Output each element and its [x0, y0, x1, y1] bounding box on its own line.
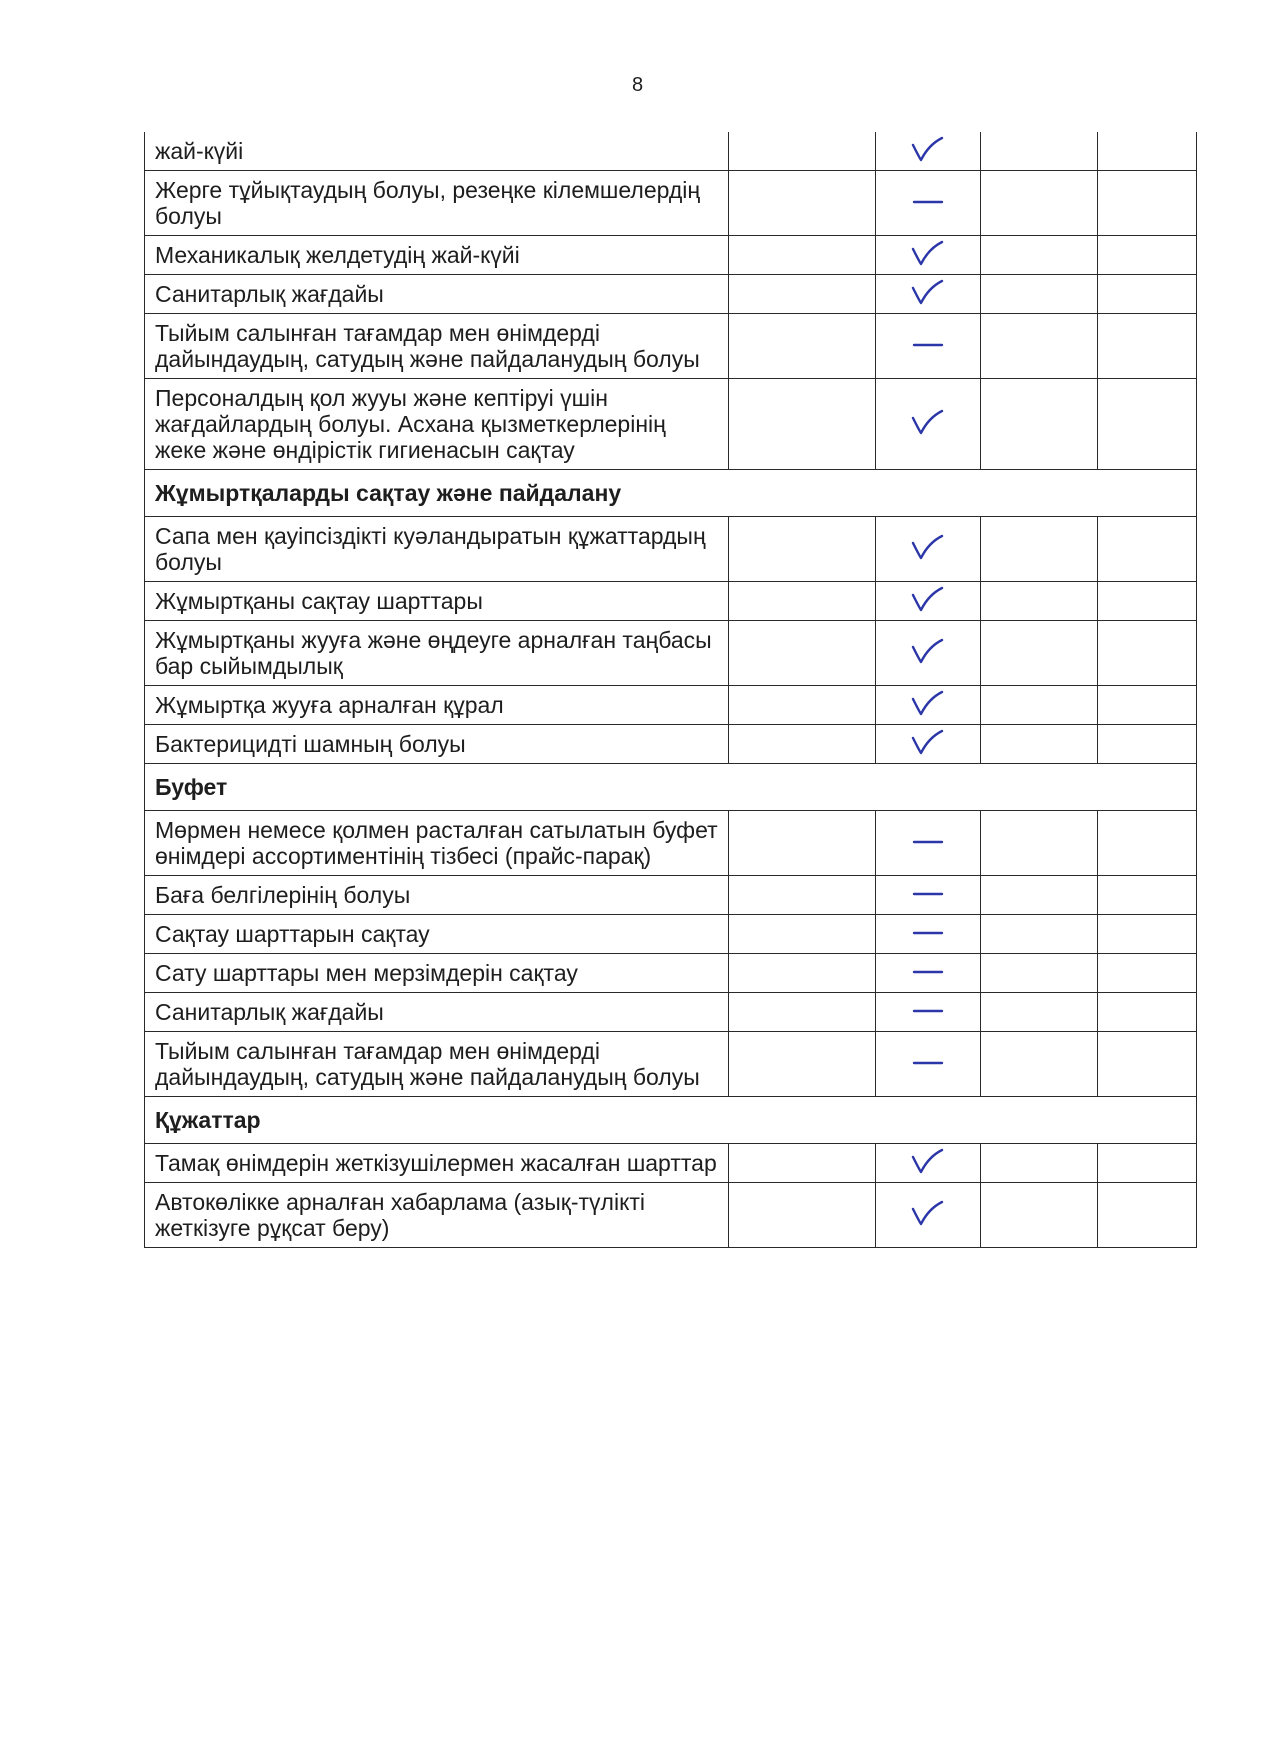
empty-cell — [981, 1032, 1098, 1097]
handwritten-check-icon — [910, 637, 946, 665]
handwritten-check-icon — [910, 278, 946, 306]
empty-cell — [729, 582, 876, 621]
empty-cell — [729, 171, 876, 236]
handwritten-check-icon — [910, 239, 946, 267]
empty-cell — [729, 236, 876, 275]
criterion-text: Механикалық желдетудің жай-күйі — [145, 236, 729, 275]
handwritten-check-icon — [910, 728, 946, 756]
mark-cell — [876, 954, 981, 993]
criterion-text: Санитарлық жағдайы — [145, 993, 729, 1032]
empty-cell — [1098, 275, 1197, 314]
empty-cell — [981, 171, 1098, 236]
empty-cell — [981, 379, 1098, 470]
empty-cell — [1098, 582, 1197, 621]
empty-cell — [729, 686, 876, 725]
empty-cell — [1098, 1032, 1197, 1097]
empty-cell — [729, 954, 876, 993]
empty-cell — [729, 132, 876, 171]
empty-cell — [729, 275, 876, 314]
section-row — [145, 1097, 1197, 1144]
checklist-row — [145, 686, 1197, 725]
checklist-row — [145, 314, 1197, 379]
checklist-row — [145, 275, 1197, 314]
mark-cell — [876, 725, 981, 764]
mark-cell — [876, 275, 981, 314]
handwritten-dash-icon — [910, 187, 946, 215]
empty-cell — [729, 621, 876, 686]
empty-cell — [1098, 876, 1197, 915]
empty-cell — [981, 132, 1098, 171]
handwritten-dash-icon — [910, 996, 946, 1024]
criterion-text: Баға белгілерінің болуы — [145, 876, 729, 915]
checklist-row — [145, 993, 1197, 1032]
mark-cell — [876, 582, 981, 621]
empty-cell — [1098, 132, 1197, 171]
handwritten-check-icon — [910, 1199, 946, 1227]
handwritten-dash-icon — [910, 879, 946, 907]
empty-cell — [981, 1183, 1098, 1248]
handwritten-dash-icon — [910, 827, 946, 855]
mark-cell — [876, 1183, 981, 1248]
empty-cell — [1098, 517, 1197, 582]
criterion-text: Персоналдың қол жууы және кептіруі үшін жағдайлардың болуы. Асхана қызметкерлерінің жеке және өндірістік гигиенасын сақтау — [145, 379, 729, 470]
empty-cell — [1098, 686, 1197, 725]
criterion-text: Санитарлық жағдайы — [145, 275, 729, 314]
empty-cell — [981, 236, 1098, 275]
criterion-text: Автокөлікке арналған хабарлама (азық-түлікті жеткізуге рұқсат беру) — [145, 1183, 729, 1248]
checklist-row — [145, 621, 1197, 686]
empty-cell — [981, 915, 1098, 954]
empty-cell — [729, 811, 876, 876]
handwritten-check-icon — [910, 533, 946, 561]
mark-cell — [876, 1032, 981, 1097]
empty-cell — [981, 621, 1098, 686]
empty-cell — [981, 993, 1098, 1032]
criterion-text: Сақтау шарттарын сақтау — [145, 915, 729, 954]
mark-cell — [876, 171, 981, 236]
mark-cell — [876, 1144, 981, 1183]
empty-cell — [729, 1032, 876, 1097]
empty-cell — [729, 993, 876, 1032]
mark-cell — [876, 236, 981, 275]
empty-cell — [729, 915, 876, 954]
empty-cell — [729, 314, 876, 379]
checklist-row — [145, 132, 1197, 171]
checklist-row — [145, 725, 1197, 764]
empty-cell — [1098, 993, 1197, 1032]
empty-cell — [729, 379, 876, 470]
mark-cell — [876, 517, 981, 582]
handwritten-dash-icon — [910, 1048, 946, 1076]
checklist-row — [145, 379, 1197, 470]
mark-cell — [876, 686, 981, 725]
mark-cell — [876, 915, 981, 954]
empty-cell — [1098, 1144, 1197, 1183]
checklist-row — [145, 1032, 1197, 1097]
section-row — [145, 470, 1197, 517]
checklist-row — [145, 236, 1197, 275]
criterion-text: Бактерицидті шамның болуы — [145, 725, 729, 764]
criterion-text: Сапа мен қауіпсіздікті куәландыратын құжаттардың болуы — [145, 517, 729, 582]
mark-cell — [876, 132, 981, 171]
empty-cell — [981, 314, 1098, 379]
empty-cell — [1098, 621, 1197, 686]
criterion-text: Мөрмен немесе қолмен расталған сатылатын буфет өнімдері ассортиментінің тізбесі (прайс-парақ) — [145, 811, 729, 876]
handwritten-check-icon — [910, 1147, 946, 1175]
checklist-row — [145, 1144, 1197, 1183]
criterion-text: Тамақ өнімдерін жеткізушілермен жасалған шарттар — [145, 1144, 729, 1183]
empty-cell — [1098, 171, 1197, 236]
checklist-row — [145, 517, 1197, 582]
handwritten-dash-icon — [910, 918, 946, 946]
mark-cell — [876, 379, 981, 470]
checklist-row — [145, 1183, 1197, 1248]
empty-cell — [981, 686, 1098, 725]
empty-cell — [981, 1144, 1098, 1183]
mark-cell — [876, 993, 981, 1032]
criterion-text: Жұмыртқаны жууға және өңдеуге арналған таңбасы бар сыйымдылық — [145, 621, 729, 686]
criterion-text: Тыйым салынған тағамдар мен өнімдерді дайындаудың, сатудың және пайдаланудың болуы — [145, 314, 729, 379]
section-title: Құжаттар — [145, 1097, 1197, 1144]
empty-cell — [981, 517, 1098, 582]
empty-cell — [1098, 725, 1197, 764]
handwritten-dash-icon — [910, 957, 946, 985]
empty-cell — [981, 582, 1098, 621]
empty-cell — [729, 1183, 876, 1248]
mark-cell — [876, 314, 981, 379]
empty-cell — [729, 517, 876, 582]
checklist-row — [145, 171, 1197, 236]
checklist-row — [145, 915, 1197, 954]
mark-cell — [876, 811, 981, 876]
mark-cell — [876, 621, 981, 686]
handwritten-check-icon — [910, 408, 946, 436]
mark-cell — [876, 876, 981, 915]
criterion-text: Жерге тұйықтаудың болуы, резеңке кілемшелердің болуы — [145, 171, 729, 236]
empty-cell — [729, 876, 876, 915]
checklist-row — [145, 582, 1197, 621]
empty-cell — [981, 954, 1098, 993]
empty-cell — [1098, 811, 1197, 876]
empty-cell — [1098, 236, 1197, 275]
criterion-text: Тыйым салынған тағамдар мен өнімдерді дайындаудың, сатудың және пайдаланудың болуы — [145, 1032, 729, 1097]
empty-cell — [1098, 379, 1197, 470]
empty-cell — [1098, 915, 1197, 954]
criterion-text: Жұмыртқа жууға арналған құрал — [145, 686, 729, 725]
handwritten-dash-icon — [910, 330, 946, 358]
checklist-row — [145, 954, 1197, 993]
empty-cell — [1098, 1183, 1197, 1248]
criterion-text: Сату шарттары мен мерзімдерін сақтау — [145, 954, 729, 993]
checklist-row — [145, 876, 1197, 915]
section-row — [145, 764, 1197, 811]
handwritten-check-icon — [910, 689, 946, 717]
empty-cell — [1098, 954, 1197, 993]
handwritten-check-icon — [910, 135, 946, 163]
handwritten-check-icon — [910, 585, 946, 613]
inspection-checklist-table — [144, 132, 1197, 1248]
section-title: Жұмыртқаларды сақтау және пайдалану — [145, 470, 1197, 517]
empty-cell — [981, 275, 1098, 314]
empty-cell — [981, 876, 1098, 915]
empty-cell — [981, 811, 1098, 876]
empty-cell — [1098, 314, 1197, 379]
empty-cell — [729, 725, 876, 764]
page-number: 8 — [631, 74, 644, 96]
criterion-text: жай-күйі — [145, 132, 729, 171]
section-title: Буфет — [145, 764, 1197, 811]
checklist-row — [145, 811, 1197, 876]
empty-cell — [729, 1144, 876, 1183]
criterion-text: Жұмыртқаны сақтау шарттары — [145, 582, 729, 621]
empty-cell — [981, 725, 1098, 764]
